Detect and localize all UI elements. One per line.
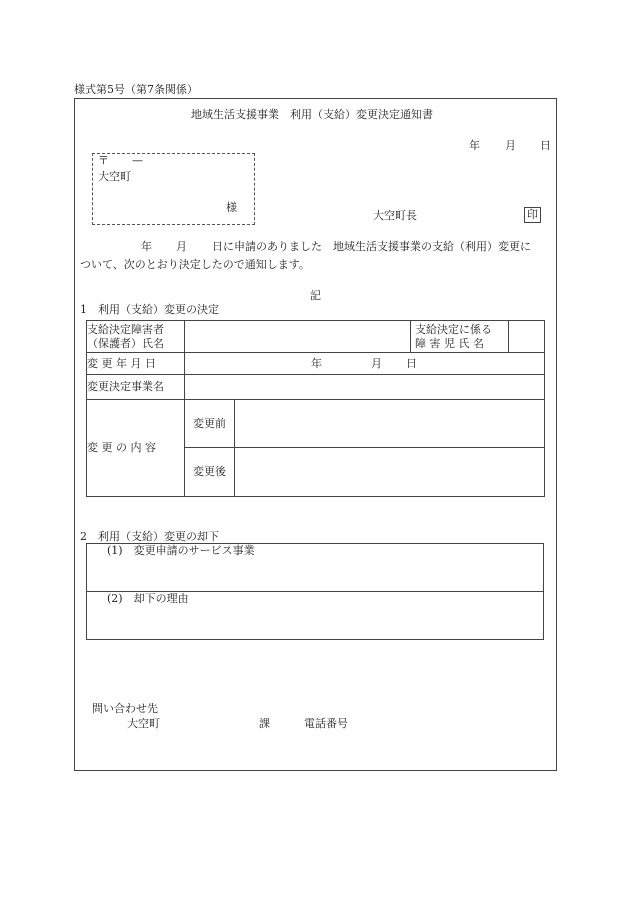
recipient-address-box	[92, 153, 255, 225]
child-name-label-line2: 障 害 児 氏 名	[415, 336, 484, 350]
project-name-label: 変更決定事業名	[87, 375, 185, 400]
recipient-town: 大空町	[98, 170, 131, 183]
project-name-value	[185, 375, 545, 400]
rejection-reason-row: (2) 却下の理由	[87, 592, 544, 640]
change-decision-table	[86, 320, 545, 497]
issuer-name: 大空町長	[373, 209, 417, 222]
body-month: 月	[176, 240, 187, 253]
contact-section: 課	[259, 717, 270, 730]
change-date-month: 月	[371, 357, 382, 370]
before-change-value	[235, 400, 545, 448]
child-name-value	[509, 321, 545, 353]
contact-town: 大空町	[127, 717, 160, 730]
change-date-label: 変 更 年 月 日	[87, 353, 185, 375]
contact-phone: 電話番号	[304, 717, 348, 730]
date-month: 月	[505, 139, 516, 152]
section1-heading: 1 利用（支給）変更の決定	[80, 303, 219, 316]
seal-mark: 印	[524, 207, 541, 223]
recipient-honorific: 様	[226, 201, 237, 214]
ki-mark: 記	[310, 289, 321, 302]
form-number: 様式第5号（第7条関係）	[74, 83, 198, 96]
recipient-name-label-line2: （保護者）氏名	[87, 336, 164, 350]
change-date-year: 年	[311, 357, 322, 370]
rejection-table	[86, 543, 544, 640]
postal-dash: —	[132, 154, 143, 167]
page-title: 地域生活支援事業 利用（支給）変更決定通知書	[191, 108, 433, 121]
body-text-line2: ついて、次のとおり決定したので通知します。	[80, 258, 310, 271]
rejected-service-row: (1) 変更申請のサービス事業	[87, 544, 544, 592]
after-change-value	[235, 448, 545, 497]
body-year: 年	[141, 240, 152, 253]
section2-heading: 2 利用（支給）変更の却下	[80, 530, 219, 543]
contact-heading: 問い合わせ先	[92, 702, 158, 715]
change-date-value	[185, 353, 545, 375]
change-date-day: 日	[406, 357, 417, 370]
before-change-label: 変更前	[185, 400, 235, 448]
child-name-label-line1: 支給決定に係る	[415, 322, 492, 336]
recipient-name-label-line1: 支給決定障害者	[87, 322, 164, 336]
postal-mark: 〒	[98, 154, 109, 167]
body-text-line1: 日に申請のありました 地域生活支援事業の支給（利用）変更に	[212, 240, 531, 253]
recipient-name-value	[185, 321, 411, 353]
date-day: 日	[540, 139, 551, 152]
date-year: 年	[469, 139, 480, 152]
change-content-label: 変 更 の 内 容	[87, 400, 185, 497]
after-change-label: 変更後	[185, 448, 235, 497]
recipient-name-label	[87, 321, 185, 353]
child-name-label	[411, 321, 509, 353]
